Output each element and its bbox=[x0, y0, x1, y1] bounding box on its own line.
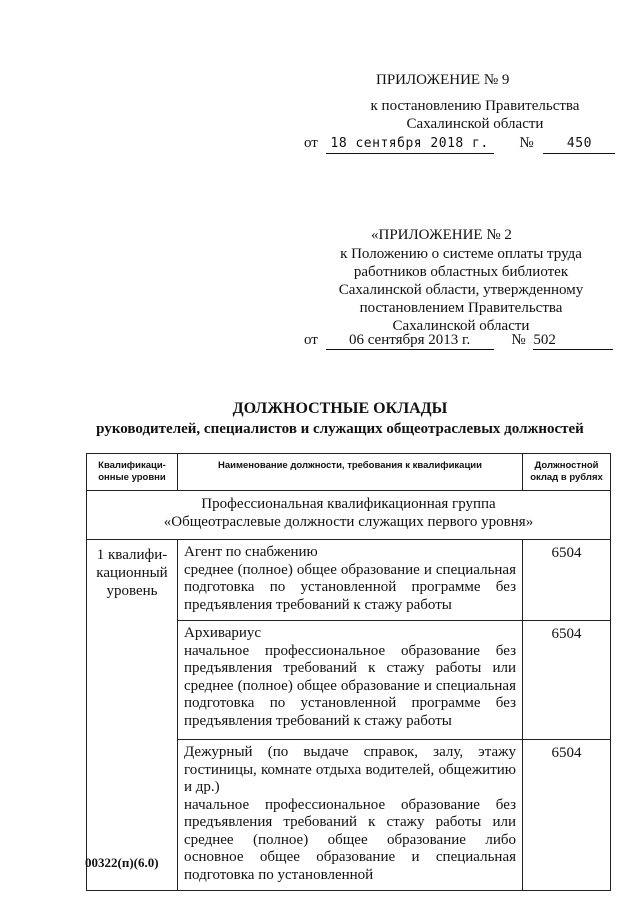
salary-cell: 6504 bbox=[523, 621, 611, 740]
position-name: Агент по снабжению bbox=[184, 544, 318, 560]
position-cell bbox=[178, 740, 523, 891]
appendix2-line4: постановлением Правительства bbox=[359, 300, 563, 316]
position-cell bbox=[178, 540, 523, 621]
appendix9-num-label: № bbox=[519, 135, 534, 151]
appendix2-date: 06 сентября 2013 г. bbox=[326, 331, 494, 350]
appendix2-line2: работников областных библиотек bbox=[353, 264, 569, 280]
document-title: ДОЛЖНОСТНЫЕ ОКЛАДЫ bbox=[232, 400, 448, 417]
document-subtitle: руководителей, специалистов и служащих общеотраслевых должностей bbox=[96, 421, 584, 437]
appendix2-date-line bbox=[304, 331, 613, 350]
appendix2-line3: Сахалинской области, утвержденному bbox=[338, 282, 584, 298]
group-line2: «Общеотраслевые должности служащих первого уровня» bbox=[163, 514, 534, 530]
group-line1: Профессиональная квалификационная группа bbox=[201, 496, 496, 512]
appendix9-line1: к постановлению Правительства bbox=[370, 98, 580, 114]
position-name: Архивариус bbox=[184, 625, 262, 641]
footer-code: 00322(п)(6.0) bbox=[85, 855, 159, 870]
position-name: Дежурный (по выдаче справок, залу, этажу гостиницы, комнате отдыха водителей, общежитию и др.) bbox=[184, 744, 516, 795]
header-level: Квалификаци-онные уровни bbox=[87, 454, 178, 491]
appendix2-num-label: № bbox=[511, 332, 526, 348]
appendix9-title: ПРИЛОЖЕНИЕ № 9 bbox=[376, 72, 510, 88]
position-cell bbox=[178, 621, 523, 740]
header-position: Наименование должности, требования к квалификации bbox=[178, 454, 523, 491]
appendix2-number: 502 bbox=[533, 331, 613, 350]
group-cell bbox=[87, 491, 611, 540]
level-cell: 1 квалифи-кационный уровень bbox=[87, 540, 178, 891]
position-requirements: начальное профессиональное образование без предъявления требований к стажу работы или среднее (полное) общее образование и специальная подготовка по установленной программе без предъявления требований к стажу работы bbox=[184, 642, 516, 729]
appendix9-from-label: от bbox=[304, 135, 318, 151]
position-requirements: начальное профессиональное образование без предъявления требований к стажу работы или среднее (полное) общее образование либо основное общее образование и специальная подготовка по установленной bbox=[184, 796, 516, 883]
appendix9-date: 18 сентября 2018 г. bbox=[326, 135, 494, 154]
salary-table bbox=[86, 453, 611, 891]
appendix2-from-label: от bbox=[304, 332, 318, 348]
table-header-row bbox=[87, 454, 611, 491]
appendix2-title: «ПРИЛОЖЕНИЕ № 2 bbox=[371, 227, 512, 243]
appendix9-date-line bbox=[304, 134, 615, 154]
appendix9-number: 450 bbox=[543, 135, 615, 154]
salary-cell: 6504 bbox=[523, 540, 611, 621]
appendix9-line2: Сахалинской области bbox=[406, 116, 544, 132]
salary-cell: 6504 bbox=[523, 740, 611, 891]
position-requirements: среднее (полное) общее образование и специальная подготовка по установленной программе без предъявления требований к стажу работы bbox=[184, 561, 516, 613]
appendix2-line1: к Положению о системе оплаты труда bbox=[340, 246, 582, 262]
group-row bbox=[87, 491, 611, 540]
header-salary: Должностной оклад в рублях bbox=[523, 454, 611, 491]
table-row bbox=[87, 540, 611, 621]
appendix2-line5: Сахалинской области bbox=[392, 318, 530, 334]
